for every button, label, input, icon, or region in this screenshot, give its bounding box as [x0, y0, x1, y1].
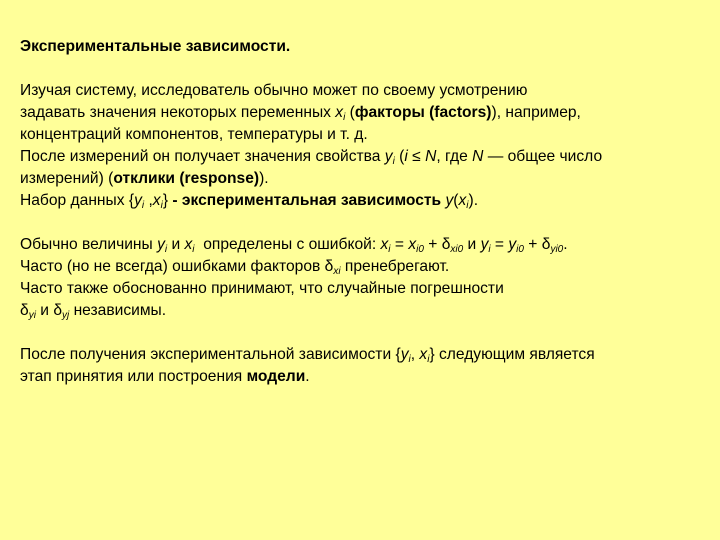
errors-line-2: Часто (но не всегда) ошибками факторов $\delta_{xi}$ пренебрегают.: [20, 258, 450, 277]
term-experimental-dependence: - экспериментальная зависимость: [172, 192, 446, 209]
errors-line-3: Часто также обоснованно принимают, что случайные погрешности: [20, 280, 504, 297]
errors-line-4: $\delta_{yi}$ и $\delta_{yj}$ независимы.: [20, 302, 167, 321]
model-line-2: этап принятия или построения модели.: [20, 368, 310, 385]
errors-line-1: Обычно величины $y_i$ и $x_i$ определены с ошибкой: $x_i = x_{i0} + \delta_{xi0}$ и $y_i = y_{i0} + \delta_{yi0}$.: [20, 236, 568, 255]
paragraph-model: [20, 344, 706, 388]
paragraph-intro: [20, 80, 706, 212]
intro-line-2: задавать значения некоторых переменных $x_i$ (факторы (factors)), например,: [20, 104, 581, 123]
paragraph-errors: [20, 234, 706, 322]
intro-line-5: измерений) (отклики (response)).: [20, 170, 269, 187]
model-line-1: После получения экспериментальной зависимости {$y_i$, $x_i$} следующим является: [20, 346, 595, 365]
intro-line-1: Изучая систему, исследователь обычно может по своему усмотрению: [20, 82, 528, 99]
term-response: отклики (response): [113, 170, 260, 187]
intro-line-4: После измерений он получает значения свойства $y_i$ (i ≤ N, где N — общее число: [20, 148, 603, 167]
term-factors: факторы (factors): [354, 104, 492, 121]
slide-title: Экспериментальные зависимости.: [20, 38, 291, 55]
intro-line-3: концентраций компонентов, температуры и т. д.: [20, 126, 368, 143]
term-model: модели: [246, 368, 306, 385]
intro-line-6: Набор данных {$y_i$ $,x_i$} - экспериментальная зависимость $y(x_i)$.: [20, 192, 479, 211]
